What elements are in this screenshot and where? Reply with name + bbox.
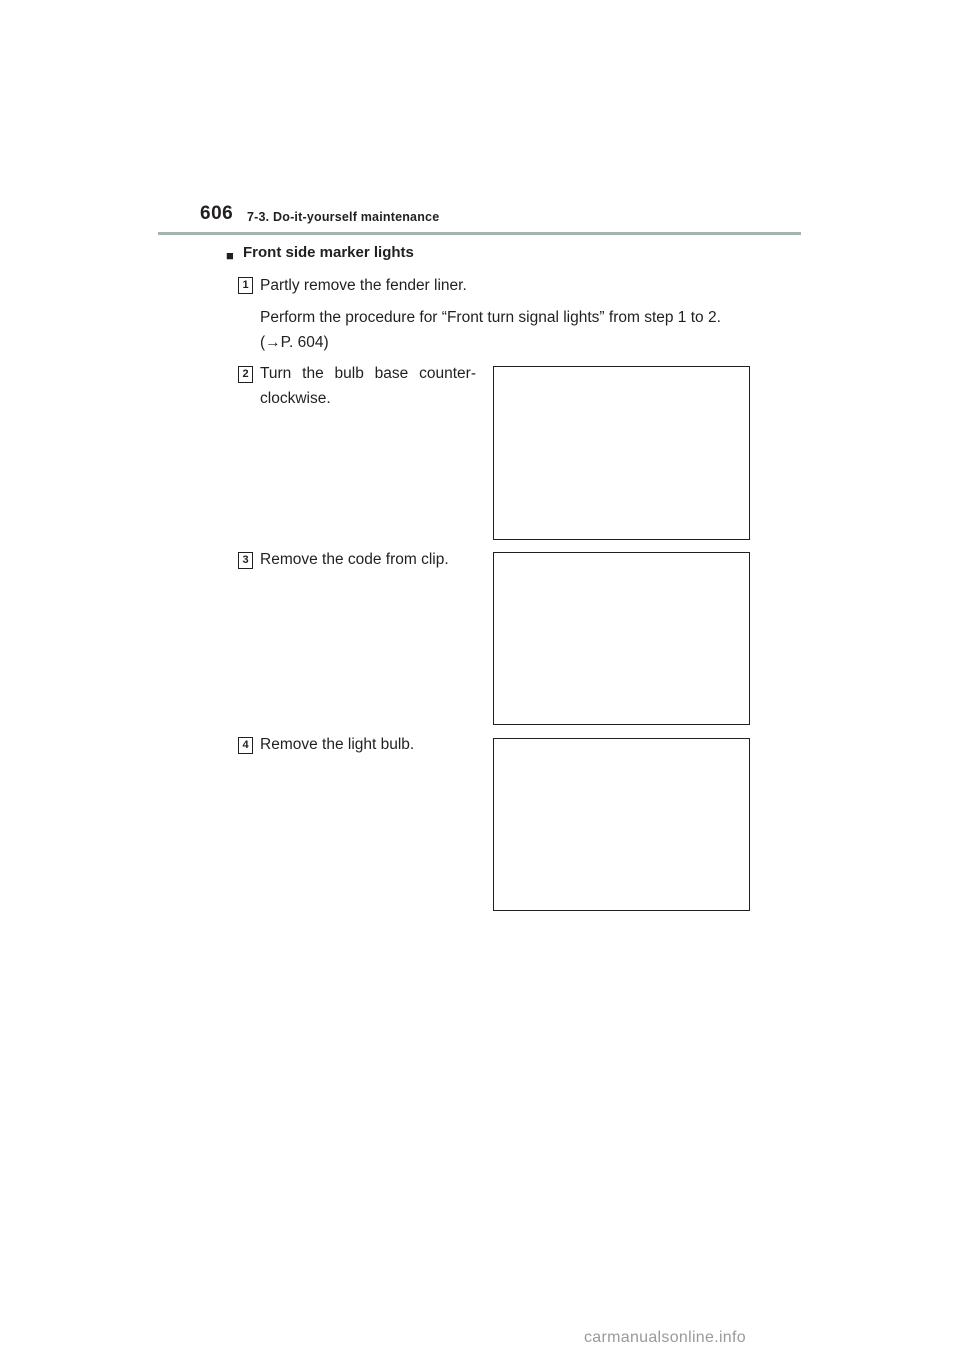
- step-4-text: Remove the light bulb.: [260, 736, 415, 753]
- step-1-text: Partly remove the fender liner.: [260, 277, 467, 294]
- step-4-number: 4: [238, 737, 253, 754]
- step-2-number: 2: [238, 366, 253, 383]
- header-divider: [158, 232, 801, 235]
- section-heading: Front side marker lights: [243, 244, 414, 261]
- page-number: 606: [200, 203, 234, 224]
- step-2-text-line-1: Turn the bulb base counter-: [260, 365, 476, 382]
- step-2-text-line-2: clockwise.: [260, 390, 331, 407]
- step-1-detail: Perform the procedure for “Front turn signal lights” from step 1 to 2.: [260, 309, 721, 326]
- step-3-number: 3: [238, 552, 253, 569]
- step-3-illustration: [493, 552, 750, 725]
- footer-watermark: carmanualsonline.info: [584, 1329, 746, 1346]
- bullet-square-icon: ■: [226, 248, 234, 263]
- step-2-illustration: [493, 366, 750, 540]
- step-1-number: 1: [238, 277, 253, 294]
- step-3-text: Remove the code from clip.: [260, 551, 449, 568]
- step-4-illustration: [493, 738, 750, 911]
- step-1-page-reference: (→P. 604): [260, 334, 329, 351]
- section-title: 7-3. Do-it-yourself maintenance: [247, 210, 440, 224]
